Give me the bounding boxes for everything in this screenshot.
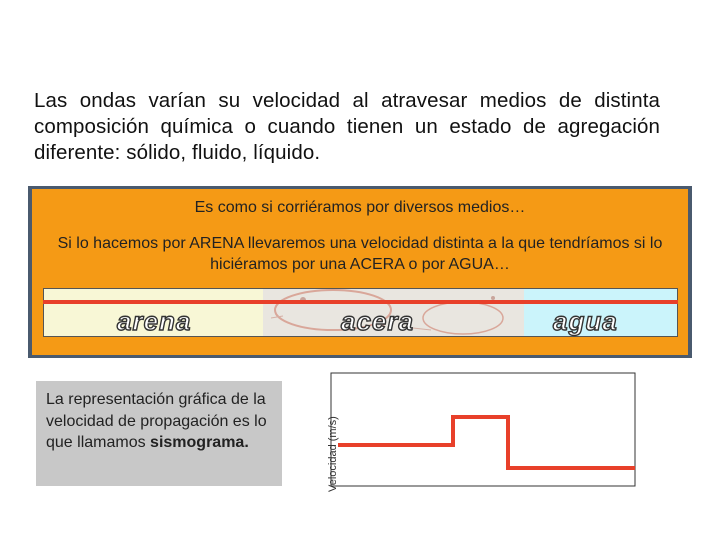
seismogram-graph — [330, 372, 642, 494]
panel-line-2: Si lo hacemos por ARENA llevaremos una velocidad distinta a la que tendríamos si lo hiciéramos por una ACERA o por AGUA… — [57, 235, 663, 273]
label-agua: agua — [553, 306, 618, 336]
panel-line-1: Es como si corriéramos por diversos medios… — [194, 199, 526, 216]
label-arena: arena — [117, 306, 192, 336]
graph-ylabel: Velocidad (m/s) — [327, 416, 339, 492]
caption-bold: sismograma. — [150, 434, 249, 451]
caption-body: La representación gráfica de la velocidad de propagación es lo que llamamos — [46, 391, 267, 451]
label-acera: acera — [341, 306, 414, 336]
media-panel — [32, 189, 688, 355]
caption-box — [36, 381, 282, 486]
intro-paragraph: Las ondas varían su velocidad al atravesar medios de distinta composición química o cuando tienen un estado de agregación diferente: sólido, fluido, líquido. — [34, 89, 660, 164]
caption-text — [46, 389, 278, 454]
path-line — [43, 300, 678, 304]
